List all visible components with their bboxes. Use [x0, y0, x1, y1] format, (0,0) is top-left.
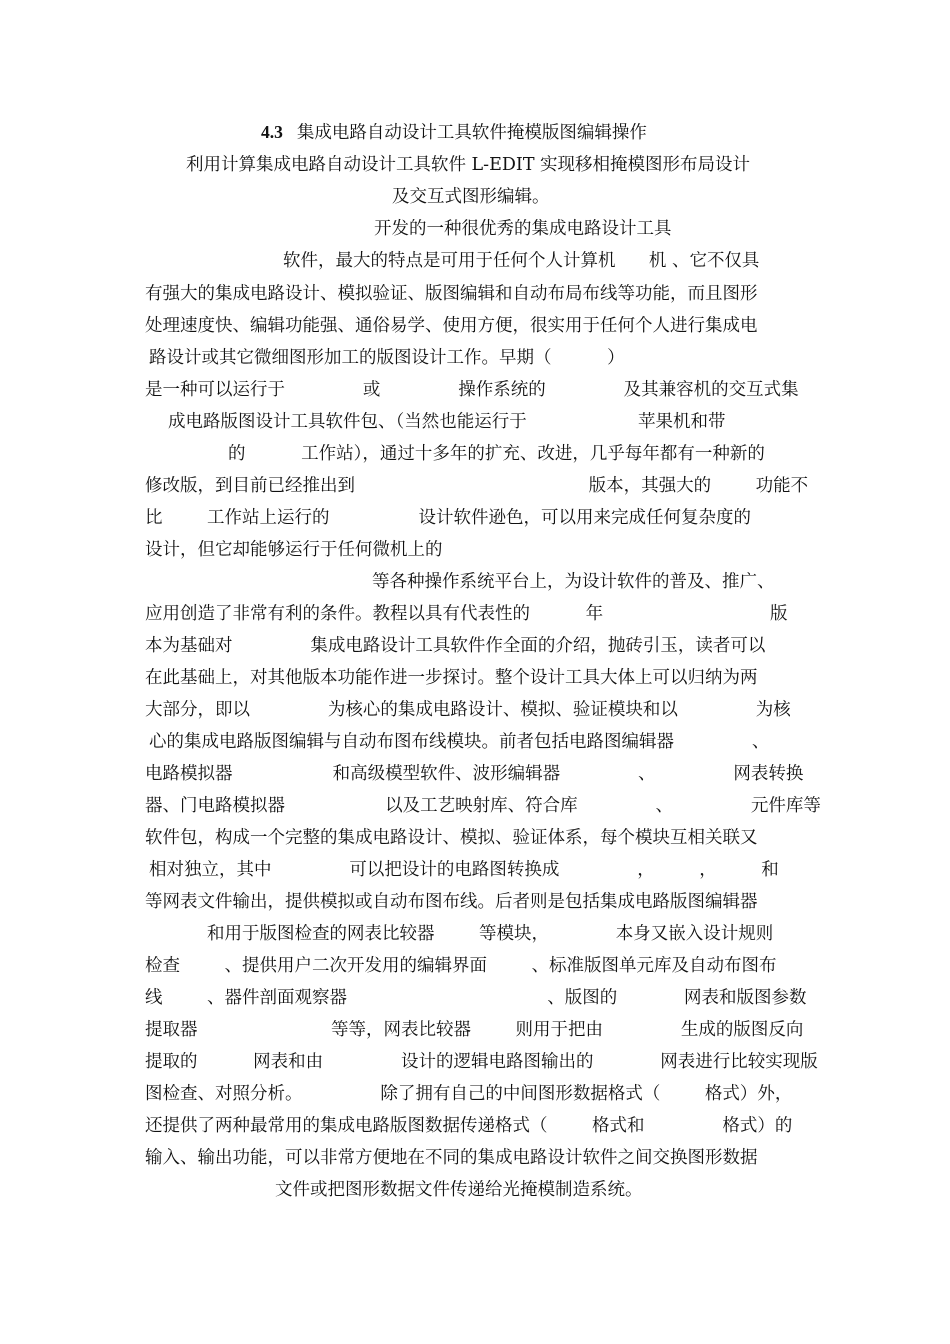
- section-title: 集成电路自动设计工具软件掩模版图编辑操作: [296, 123, 647, 143]
- body-line: 软件，最大的特点是可用于任何个人计算机 机 、它不仅具: [283, 251, 760, 271]
- body-line: 的 工作站），通过十多年的扩充、改进，几乎每年都有一种新的: [228, 444, 765, 464]
- body-line: 提取的 网表和由 设计的逻辑电路图输出的 网表进行比较实现版: [145, 1052, 818, 1072]
- body-line: 还提供了两种最常用的集成电路版图数据传递格式（ 格式和 格式）的: [145, 1116, 793, 1136]
- intro-line-2: 及交互式图形编辑。: [392, 187, 550, 207]
- section-heading: [261, 121, 647, 144]
- body-line: 和用于版图检查的网表比较器 等模块， 本身又嵌入设计规则: [207, 924, 774, 944]
- body-line: 在此基础上，对其他版本功能作进一步探讨。整个设计工具大体上可以归纳为两: [145, 668, 758, 688]
- body-line: 设计，但它却能够运行于任何微机上的: [145, 540, 443, 560]
- body-line: 线 、器件剖面观察器 、版图的 网表和版图参数: [145, 988, 807, 1008]
- body-line: 文件或把图形数据文件传递给光掩模制造系统。: [275, 1180, 643, 1200]
- body-line: 修改版，到目前已经推出到 版本，其强大的 功能不: [145, 476, 809, 496]
- body-line: 路设计或其它微细图形加工的版图设计工作。早期（ ）: [149, 348, 625, 368]
- body-line: 软件包，构成一个完整的集成电路设计、模拟、验证体系，每个模块互相关联又: [145, 828, 758, 848]
- body-line: 成电路版图设计工具软件包、（当然也能运行于 苹果机和带: [168, 412, 726, 432]
- body-line: 等网表文件输出，提供模拟或自动布图布线。后者则是包括集成电路版图编辑器: [145, 892, 758, 912]
- intro-line-1: 利用计算集成电路自动设计工具软件 L-EDIT 实现移相掩模图形布局设计: [186, 155, 751, 175]
- section-number: 4.3: [261, 122, 283, 142]
- body-line: 检查 、提供用户二次开发用的编辑界面 、标准版图单元库及自动布图布: [145, 956, 777, 976]
- body-line: 心的集成电路版图编辑与自动布图布线模块。前者包括电路图编辑器 、: [149, 732, 770, 752]
- body-line: 本为基础对 集成电路设计工具软件作全面的介绍，抛砖引玉，读者可以: [145, 636, 766, 656]
- body-line: 提取器 等等，网表比较器 则用于把由 生成的版图反向: [145, 1020, 804, 1040]
- body-line: 有强大的集成电路设计、模拟验证、版图编辑和自动布局布线等功能，而且图形: [145, 284, 758, 304]
- body-line: 是一种可以运行于 或 操作系统的 及其兼容机的交互式集: [145, 380, 799, 400]
- body-line: 处理速度快、编辑功能强、通俗易学、使用方便，很实用于任何个人进行集成电: [145, 316, 758, 336]
- body-line: 应用创造了非常有利的条件。教程以具有代表性的 年 版: [145, 604, 788, 624]
- body-line: 相对独立，其中 可以把设计的电路图转换成 ， ， 和: [149, 860, 779, 880]
- body-line: 开发的一种很优秀的集成电路设计工具: [374, 219, 672, 239]
- body-line: 输入、输出功能，可以非常方便地在不同的集成电路设计软件之间交换图形数据: [145, 1148, 758, 1168]
- body-line: 大部分，即以 为核心的集成电路设计、模拟、验证模块和以 为核: [145, 700, 791, 720]
- body-line: 电路模拟器 和高级模型软件、波形编辑器 、 网表转换: [145, 764, 804, 784]
- body-line: 图检查、对照分析。 除了拥有自己的中间图形数据格式（ 格式）外，: [145, 1084, 793, 1104]
- body-line: 比 工作站上运行的 设计软件逊色，可以用来完成任何复杂度的: [145, 508, 752, 528]
- body-line: 器、门电路模拟器 以及工艺映射库、符合库 、 元件库等: [145, 796, 821, 816]
- body-line: 等各种操作系统平台上，为设计软件的普及、推广、: [372, 572, 775, 592]
